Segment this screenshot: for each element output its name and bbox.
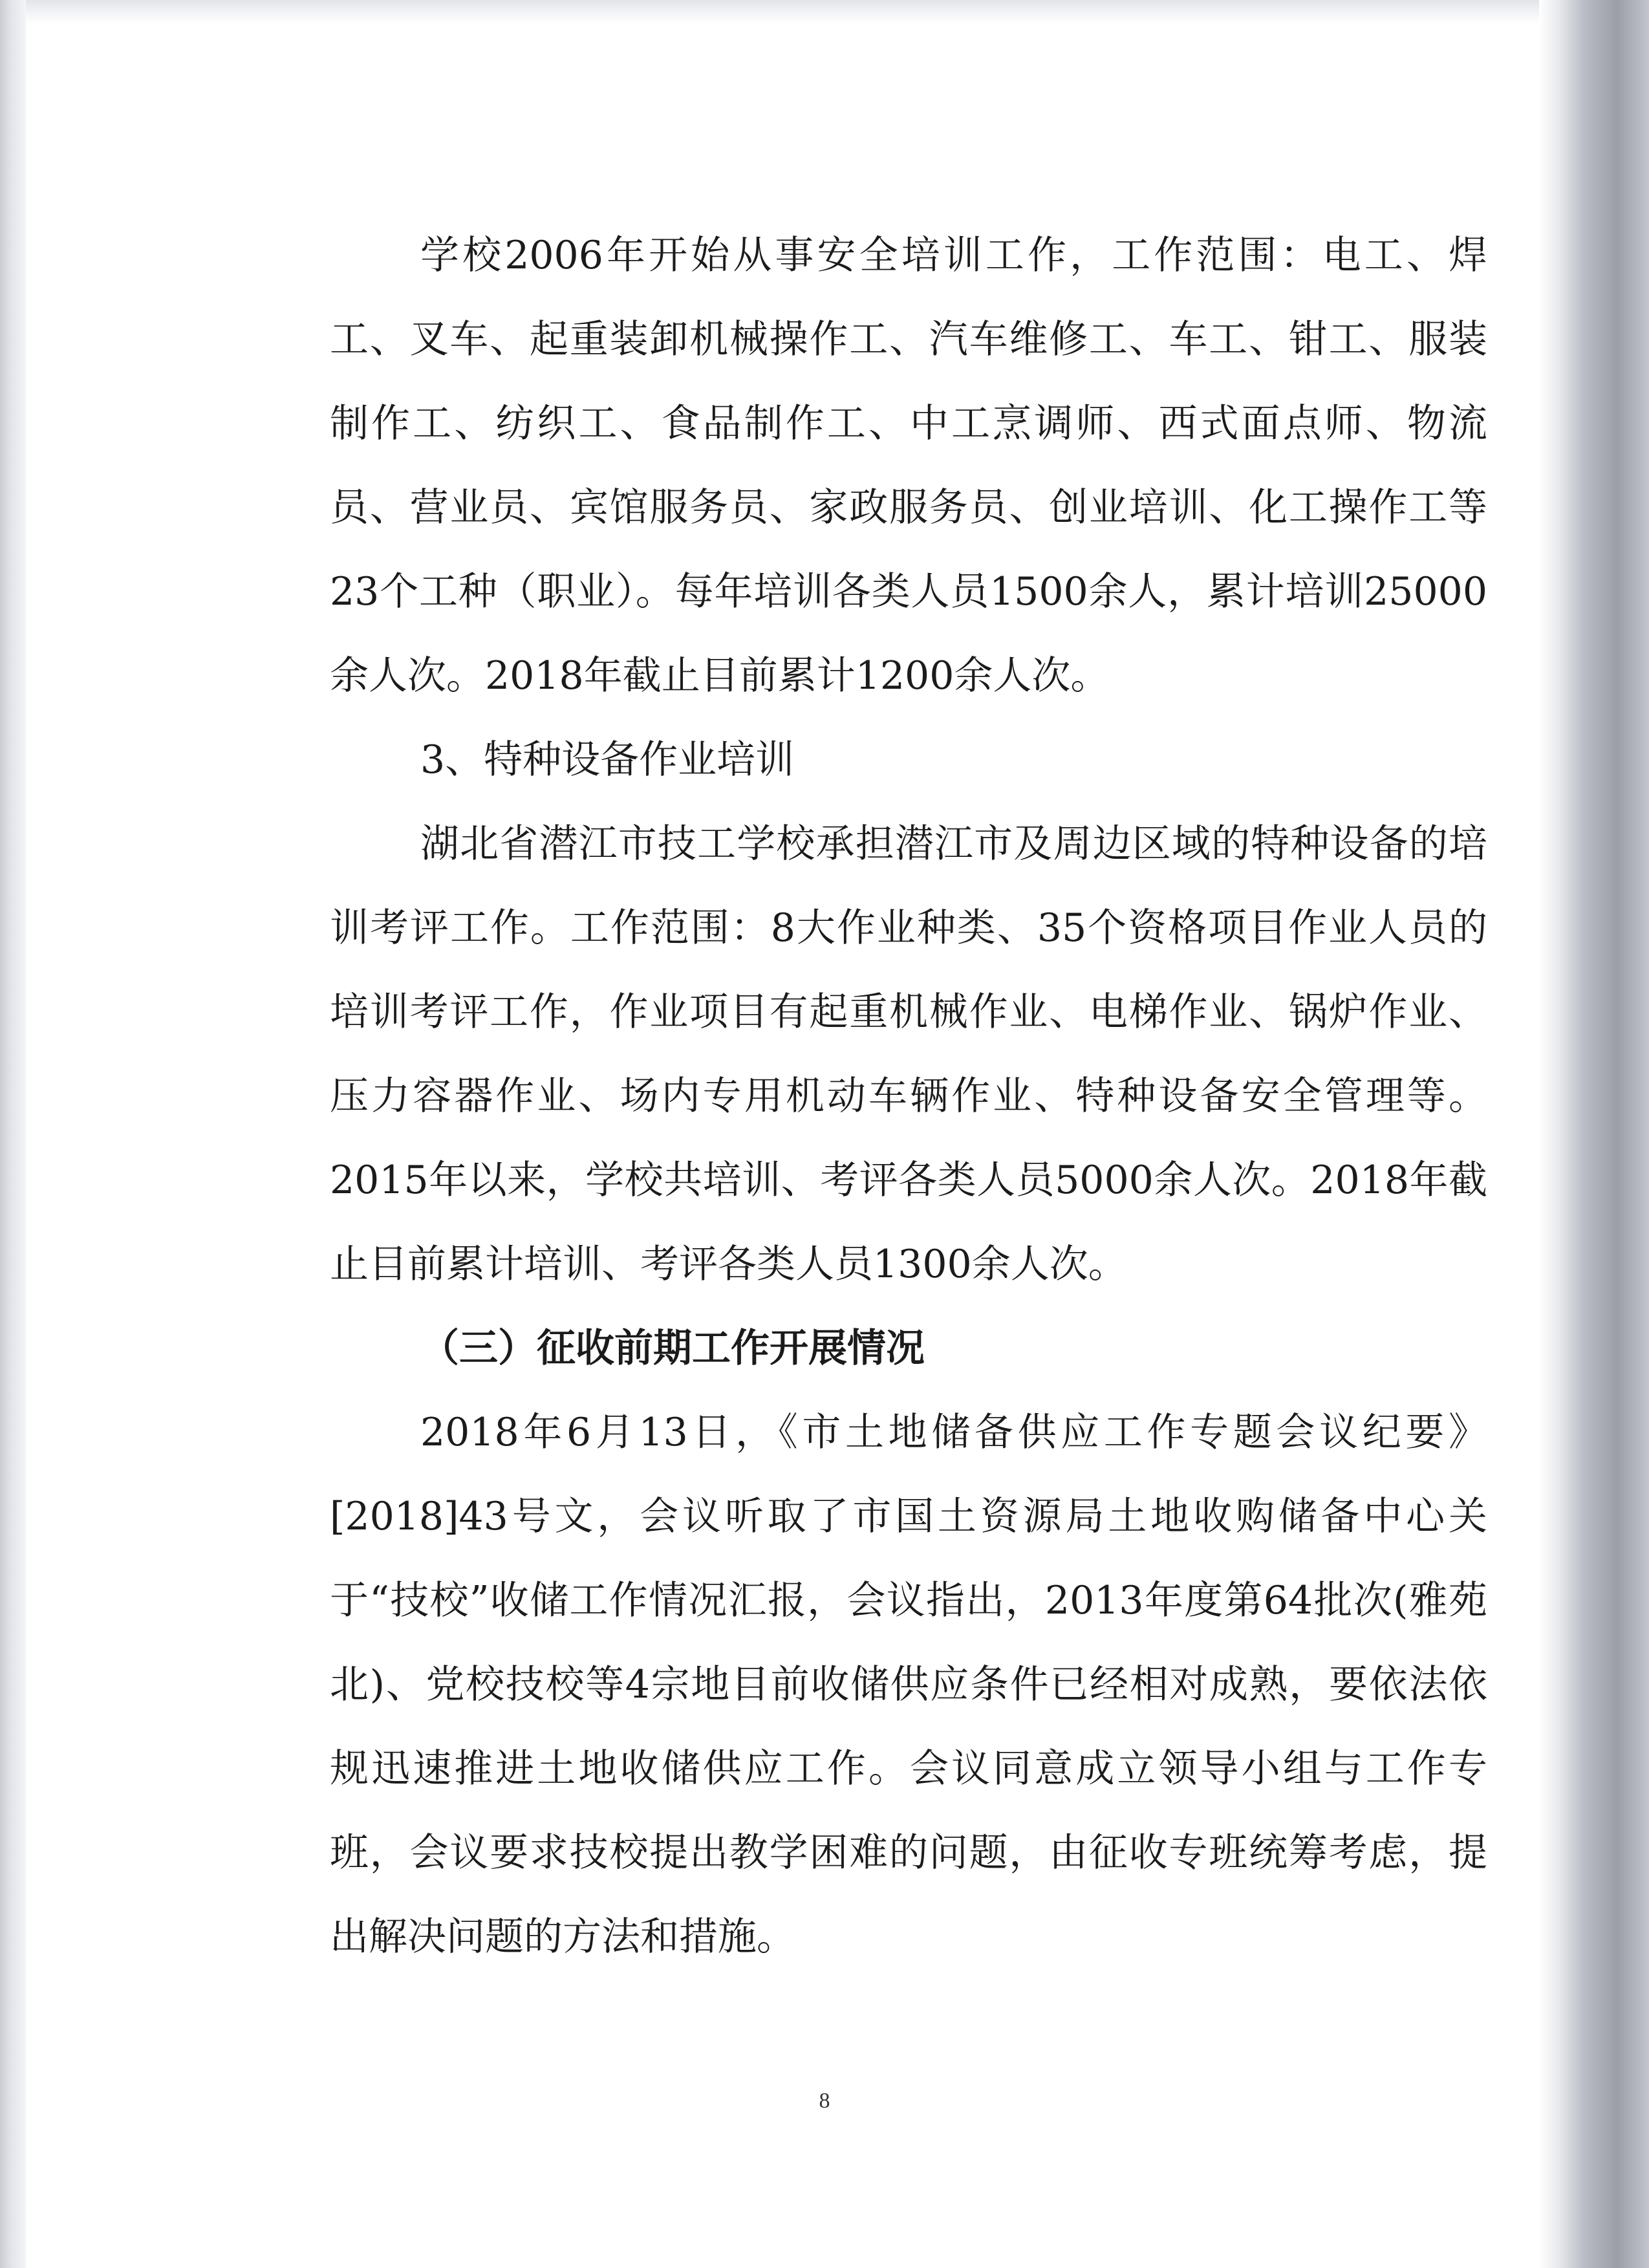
scan-edge-right [1539,0,1649,2268]
subheading-special-equipment: 3、特种设备作业培训 [420,737,795,783]
paragraph-safety-training: 学校2006年开始从事安全培训工作，工作范围：电工、焊工、叉车、起重装卸机械操作工、汽车维修工、车工、钳工、服装制作工、纺织工、食品制作工、中工烹调师、西式面点师、物流员、营业员、宾馆服务员、家政服务员、创业培训、化工操作工等23个工种（职业）。每年培训各类人员1500余人，累计培训25000余人次。2018年截止目前累计1200余人次。 [330,233,1487,698]
scan-edge-left [0,0,26,2268]
scan-edge-top [26,0,1539,25]
section-heading-expropriation: （三）征收前期工作开展情况 [420,1326,925,1371]
document-body [330,213,1487,1979]
page-number: 8 [819,2089,830,2113]
paragraph-special-equipment: 湖北省潜江市技工学校承担潜江市及周边区域的特种设备的培训考评工作。工作范围：8大作业种类、35个资格项目作业人员的培训考评工作，作业项目有起重机械作业、电梯作业、锅炉作业、压力容器作业、场内专用机动车辆作业、特种设备安全管理等。2015年以来，学校共培训、考评各类人员5000余人次。2018年截止目前累计培训、考评各类人员1300余人次。 [330,821,1487,1287]
paragraph-expropriation: 2018年6月13日，《市土地储备供应工作专题会议纪要》[2018]43号文，会议听取了市国土资源局土地收购储备中心关于“技校”收储工作情况汇报，会议指出，2013年度第64批次(雅苑北)、党校技校等4宗地目前收储供应条件已经相对成熟，要依法依规迅速推进土地收储供应工作。会议同意成立领导小组与工作专班，会议要求技校提出教学困难的问题，由征收专班统筹考虑，提出解决问题的方法和措施。 [330,1410,1487,1960]
